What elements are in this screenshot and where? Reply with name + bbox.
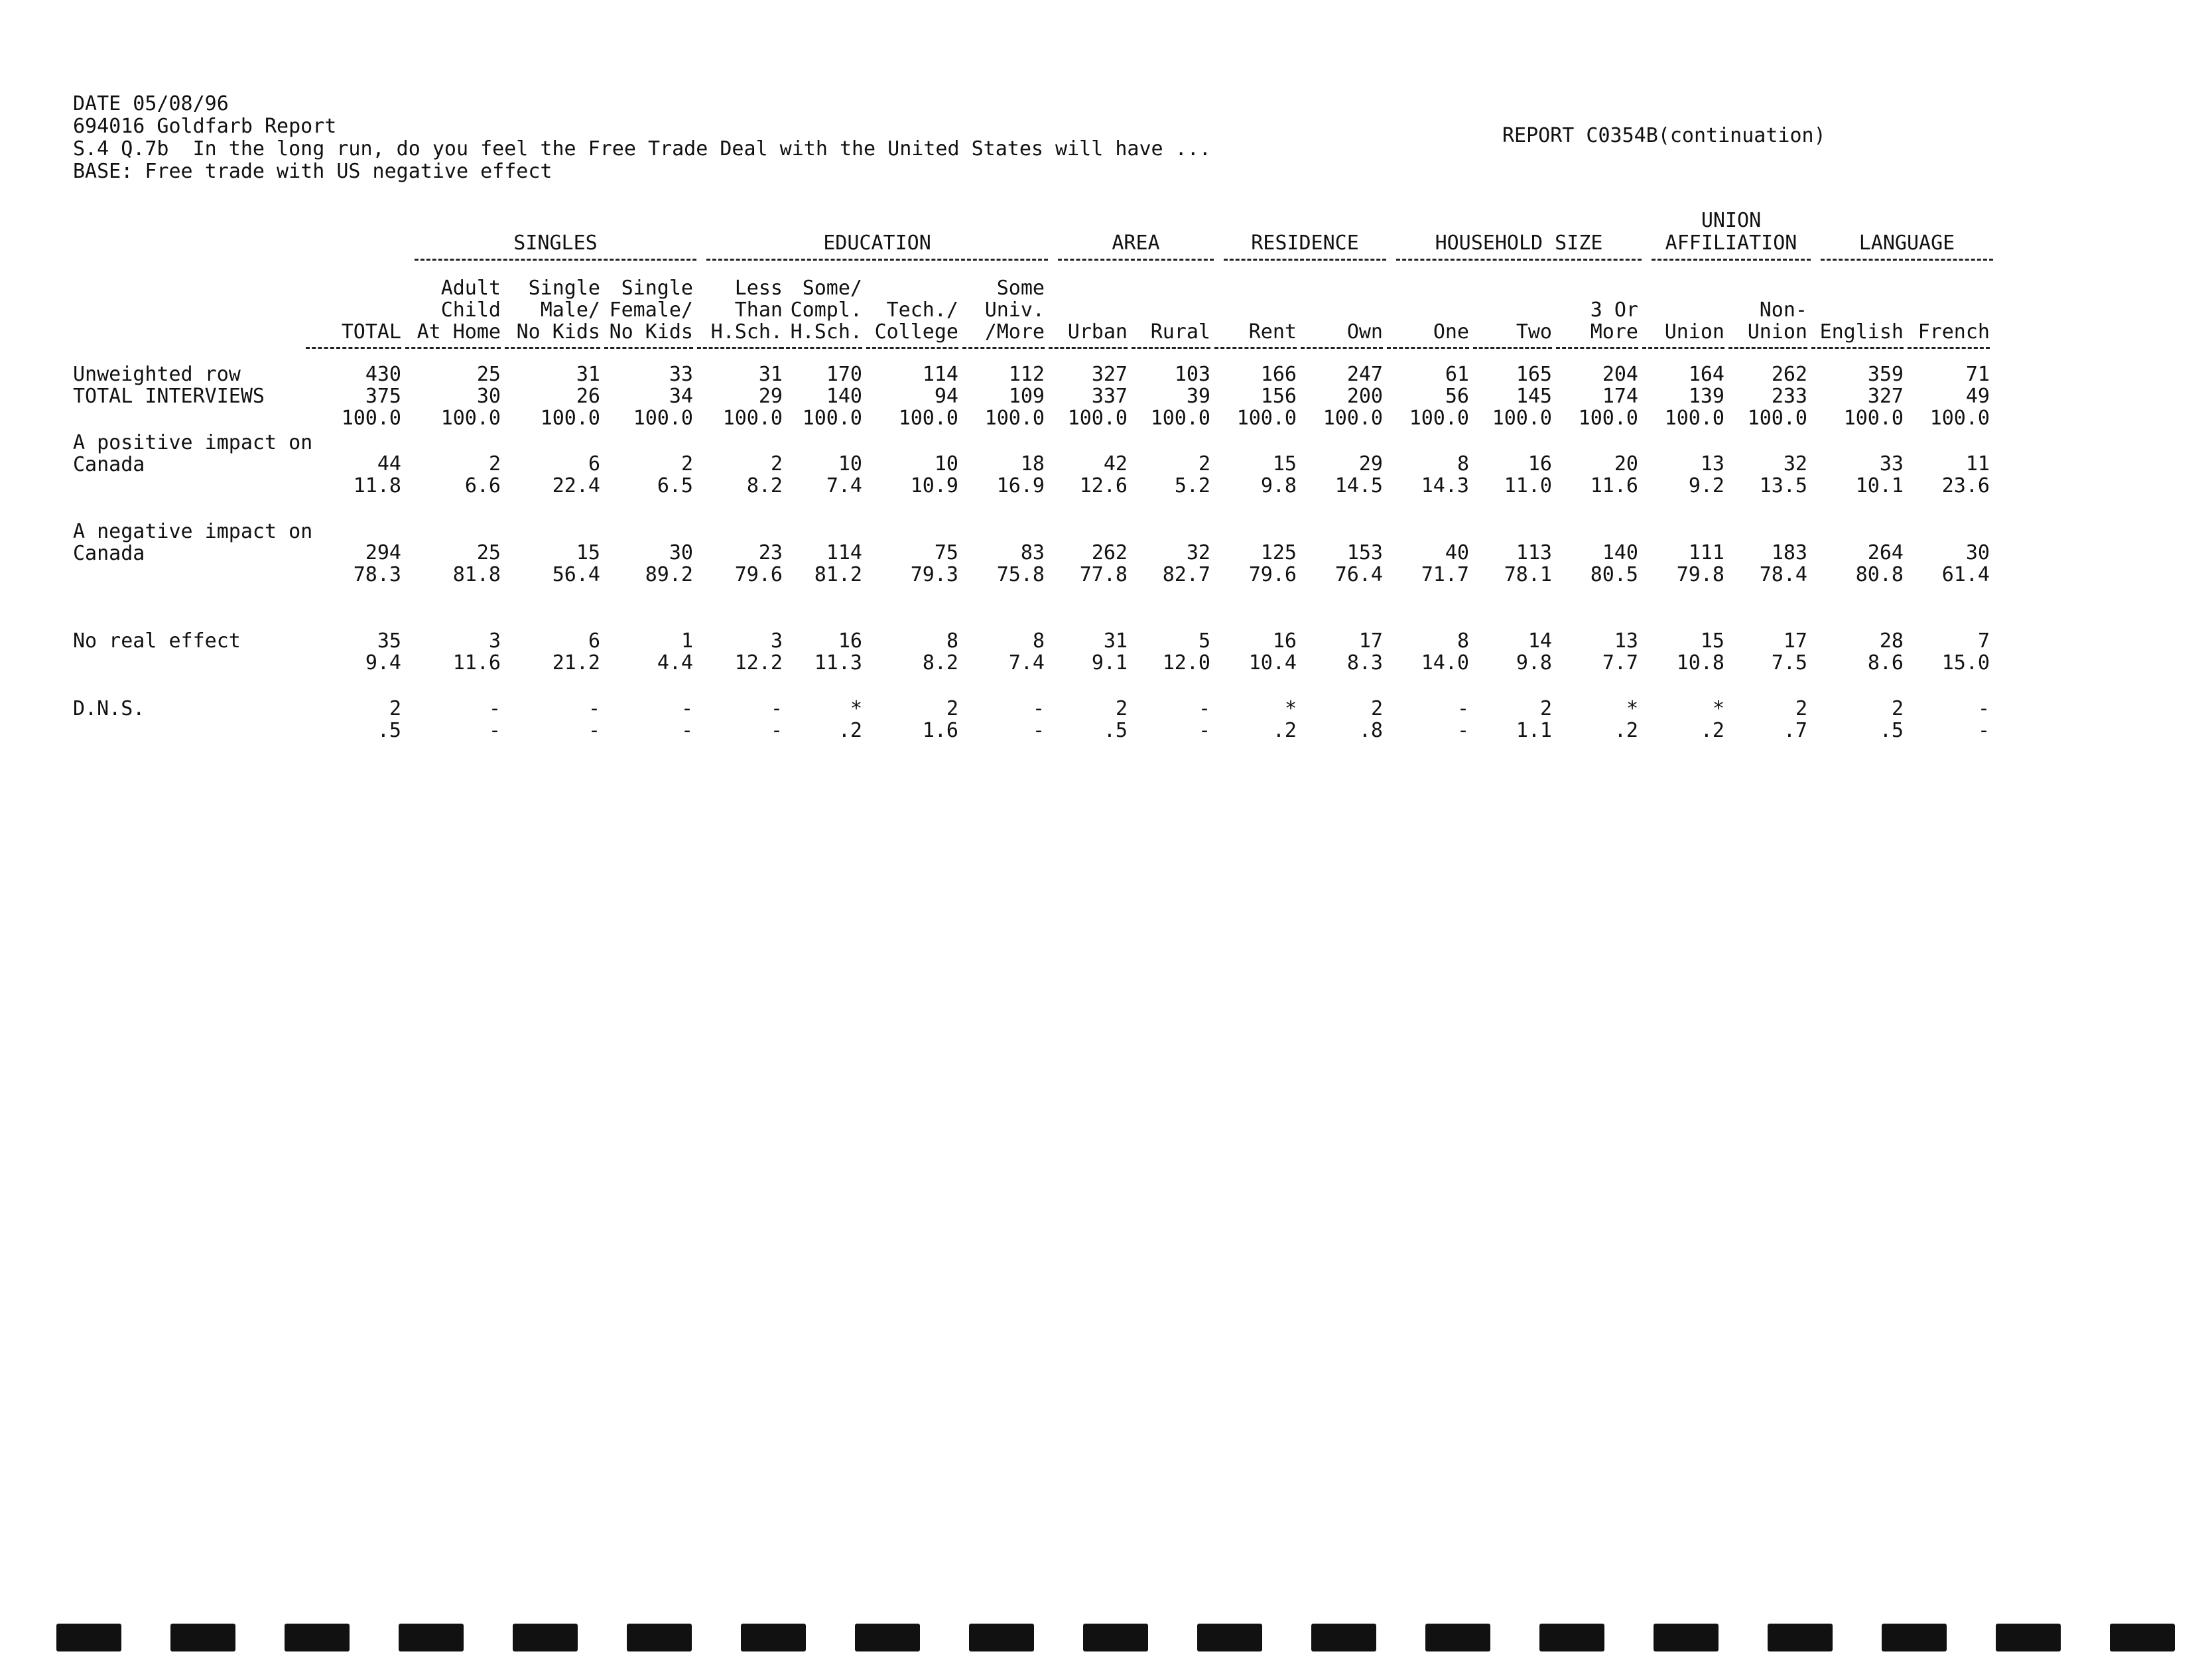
- column-underline: [505, 347, 600, 349]
- table-cell: 28 8.6: [1867, 629, 1904, 675]
- feed-hole: [969, 1624, 1034, 1651]
- table-cell: 262 233 100.0: [1747, 363, 1807, 430]
- table-cell: 111 79.8: [1676, 541, 1724, 586]
- column-label: One: [1433, 320, 1469, 344]
- column-header: [302, 321, 401, 349]
- table-cell: 2 6.6: [464, 452, 501, 497]
- table-cell: 35 9.4: [365, 629, 401, 675]
- table-cell: 16 10.4: [1248, 629, 1297, 675]
- column-label: Some/ Compl. H.Sch.: [790, 277, 862, 344]
- table-cell: 294 78.3: [353, 541, 401, 586]
- table-cell: 204 174 100.0: [1578, 363, 1638, 430]
- table-cell: 15 10.8: [1676, 629, 1724, 675]
- group-rule: [1821, 259, 1993, 261]
- column-underline: [1908, 347, 1990, 349]
- group-label: HOUSEHOLD SIZE: [1435, 231, 1603, 255]
- row-label: Unweighted row TOTAL INTERVIEWS: [73, 363, 265, 408]
- table-cell: 32 13.5: [1759, 452, 1807, 497]
- table-cell: 2 6.5: [657, 452, 693, 497]
- column-underline: [1049, 347, 1128, 349]
- column-underline: [306, 347, 401, 349]
- column-header: [1383, 321, 1469, 349]
- column-header: [600, 277, 693, 349]
- table-cell: 44 11.8: [353, 452, 401, 497]
- group-label: AREA: [1112, 231, 1160, 255]
- column-label: French: [1917, 320, 1990, 344]
- group-rule: [1058, 259, 1214, 261]
- table-cell: 113 78.1: [1504, 541, 1552, 586]
- table-cell: 164 139 100.0: [1664, 363, 1724, 430]
- feed-hole: [1083, 1624, 1148, 1651]
- feed-hole: [855, 1624, 920, 1651]
- column-header: [1638, 321, 1724, 349]
- column-underline: [1387, 347, 1469, 349]
- column-header: [1210, 321, 1297, 349]
- column-underline: [1473, 347, 1552, 349]
- group-header: [706, 232, 1048, 261]
- report-title: 694016 Goldfarb Report: [73, 115, 337, 138]
- column-label: Single Male/ No Kids: [516, 277, 600, 344]
- table-cell: 18 16.9: [996, 452, 1045, 497]
- column-underline: [1728, 347, 1807, 349]
- table-cell: 2 .8: [1358, 697, 1383, 742]
- table-cell: - -: [588, 697, 600, 742]
- table-cell: 3 12.2: [734, 629, 783, 675]
- row-label: A negative impact on Canada: [73, 520, 313, 565]
- column-underline: [1132, 347, 1210, 349]
- table-cell: 32 82.7: [1162, 541, 1210, 586]
- column-header: [1045, 321, 1128, 349]
- column-underline: [962, 347, 1045, 349]
- feed-hole: [1996, 1624, 2061, 1651]
- column-label: Two: [1516, 320, 1552, 344]
- feed-hole: [1197, 1624, 1262, 1651]
- group-rule: [1224, 259, 1386, 261]
- group-rule: [415, 259, 696, 261]
- table-cell: 29 14.5: [1334, 452, 1383, 497]
- column-header: [958, 277, 1045, 349]
- table-cell: - -: [1198, 697, 1210, 742]
- group-header: [1396, 232, 1642, 261]
- column-underline: [1301, 347, 1383, 349]
- table-cell: 10 7.4: [826, 452, 862, 497]
- column-label: Rural: [1150, 320, 1210, 344]
- feed-hole: [170, 1624, 235, 1651]
- column-label: Urban: [1067, 320, 1128, 344]
- table-cell: 10 10.9: [910, 452, 958, 497]
- group-header: [1224, 232, 1386, 261]
- table-cell: 31 29 100.0: [722, 363, 783, 430]
- column-underline: [604, 347, 693, 349]
- column-underline: [780, 347, 862, 349]
- table-cell: 16 11.3: [814, 629, 862, 675]
- table-cell: 3 11.6: [452, 629, 501, 675]
- column-label: Some Univ. /More: [984, 277, 1045, 344]
- table-cell: 247 200 100.0: [1323, 363, 1383, 430]
- table-cell: 42 12.6: [1079, 452, 1128, 497]
- feed-hole: [1311, 1624, 1376, 1651]
- tractor-feed-holes: [0, 1624, 2208, 1653]
- table-cell: 11 23.6: [1941, 452, 1990, 497]
- table-cell: - -: [770, 697, 783, 742]
- report-id: REPORT C0354B(continuation): [1502, 124, 1826, 147]
- group-rule: [1652, 259, 1811, 261]
- table-cell: 14 9.8: [1516, 629, 1552, 675]
- group-rule: [706, 259, 1048, 261]
- table-cell: - -: [1457, 697, 1469, 742]
- table-cell: 359 327 100.0: [1843, 363, 1904, 430]
- feed-hole: [1425, 1624, 1490, 1651]
- column-header: [1724, 299, 1807, 349]
- column-label: Tech./ College: [874, 298, 958, 344]
- table-cell: 264 80.8: [1855, 541, 1904, 586]
- table-cell: 2 .5: [377, 697, 401, 742]
- report-date: DATE 05/08/96: [73, 92, 229, 115]
- table-cell: 17 8.3: [1346, 629, 1383, 675]
- table-cell: - -: [1977, 697, 1990, 742]
- column-header: [776, 277, 862, 349]
- table-cell: * .2: [838, 697, 862, 742]
- question-text: S.4 Q.7b In the long run, do you feel the Free Trade Deal with the United States will have ...: [73, 137, 1211, 161]
- table-cell: 13 7.7: [1602, 629, 1638, 675]
- table-cell: 20 11.6: [1590, 452, 1638, 497]
- table-cell: 2 1.6: [922, 697, 958, 742]
- column-header: [1128, 321, 1210, 349]
- group-label: LANGUAGE: [1858, 231, 1955, 255]
- column-label: Union: [1664, 320, 1724, 344]
- table-cell: 15 56.4: [552, 541, 600, 586]
- table-cell: 5 12.0: [1162, 629, 1210, 675]
- column-header: [862, 299, 958, 349]
- column-label: Less Than H.Sch.: [710, 277, 783, 344]
- column-label: Non- Union: [1747, 298, 1807, 344]
- table-cell: 6 21.2: [552, 629, 600, 675]
- row-label: D.N.S.: [73, 697, 145, 720]
- table-cell: 25 81.8: [452, 541, 501, 586]
- table-cell: * .2: [1700, 697, 1724, 742]
- table-cell: 153 76.4: [1334, 541, 1383, 586]
- table-cell: 7 15.0: [1941, 629, 1990, 675]
- feed-hole: [1654, 1624, 1719, 1651]
- table-cell: 6 22.4: [552, 452, 600, 497]
- table-cell: 40 71.7: [1421, 541, 1469, 586]
- column-label: Single Female/ No Kids: [609, 277, 693, 344]
- table-cell: - -: [1032, 697, 1045, 742]
- table-cell: 2 .7: [1783, 697, 1807, 742]
- table-cell: 8 7.4: [1008, 629, 1045, 675]
- table-cell: 61 56 100.0: [1409, 363, 1469, 430]
- feed-hole: [513, 1624, 578, 1651]
- table-cell: - -: [681, 697, 693, 742]
- table-cell: 13 9.2: [1688, 452, 1724, 497]
- feed-hole: [1539, 1624, 1604, 1651]
- feed-hole: [1882, 1624, 1947, 1651]
- column-label: English: [1819, 320, 1904, 344]
- table-cell: 71 49 100.0: [1929, 363, 1990, 430]
- column-underline: [697, 347, 783, 349]
- column-header: [1469, 321, 1552, 349]
- column-label: 3 Or More: [1590, 298, 1638, 344]
- table-cell: 23 79.6: [734, 541, 783, 586]
- table-cell: 103 39 100.0: [1150, 363, 1210, 430]
- table-cell: 114 81.2: [814, 541, 862, 586]
- table-cell: 30 89.2: [645, 541, 693, 586]
- feed-hole: [741, 1624, 806, 1651]
- column-header: [501, 277, 600, 349]
- table-cell: * .2: [1272, 697, 1297, 742]
- column-underline: [1642, 347, 1724, 349]
- table-cell: 165 145 100.0: [1492, 363, 1552, 430]
- table-cell: 30 61.4: [1941, 541, 1990, 586]
- group-header: [415, 232, 696, 261]
- table-cell: 83 75.8: [996, 541, 1045, 586]
- table-cell: 75 79.3: [910, 541, 958, 586]
- group-label: EDUCATION: [823, 231, 931, 255]
- table-cell: 183 78.4: [1759, 541, 1807, 586]
- group-label: RESIDENCE: [1251, 231, 1359, 255]
- column-label: Rent: [1248, 320, 1297, 344]
- column-header: [401, 277, 501, 349]
- table-cell: 1 4.4: [657, 629, 693, 675]
- table-cell: 17 7.5: [1771, 629, 1807, 675]
- column-header: [1904, 321, 1990, 349]
- table-cell: 2 .5: [1103, 697, 1128, 742]
- group-label: UNION AFFILIATION: [1665, 209, 1797, 255]
- group-label: SINGLES: [513, 231, 598, 255]
- table-cell: 31 26 100.0: [540, 363, 600, 430]
- table-cell: 112 109 100.0: [984, 363, 1045, 430]
- table-cell: 125 79.6: [1248, 541, 1297, 586]
- table-cell: 114 94 100.0: [898, 363, 958, 430]
- table-cell: 2 5.2: [1174, 452, 1210, 497]
- table-cell: * .2: [1614, 697, 1638, 742]
- row-label: No real effect: [73, 629, 241, 653]
- column-label: Adult Child At Home: [417, 277, 501, 344]
- table-cell: 8 8.2: [922, 629, 958, 675]
- table-cell: 2 .5: [1879, 697, 1904, 742]
- table-cell: 15 9.8: [1260, 452, 1297, 497]
- table-cell: 262 77.8: [1079, 541, 1128, 586]
- group-header: [1058, 232, 1214, 261]
- table-cell: - -: [488, 697, 501, 742]
- column-underline: [1811, 347, 1904, 349]
- table-cell: 31 9.1: [1091, 629, 1128, 675]
- group-header: [1652, 210, 1811, 261]
- table-cell: 2 8.2: [746, 452, 783, 497]
- column-underline: [405, 347, 501, 349]
- table-cell: 2 1.1: [1516, 697, 1552, 742]
- column-header: [1807, 321, 1904, 349]
- feed-hole: [2110, 1624, 2175, 1651]
- feed-hole: [1768, 1624, 1833, 1651]
- group-rule: [1396, 259, 1642, 261]
- column-header: [693, 277, 783, 349]
- table-cell: 8 14.3: [1421, 452, 1469, 497]
- row-label: A positive impact on Canada: [73, 431, 313, 476]
- table-cell: 33 10.1: [1855, 452, 1904, 497]
- column-header: [1552, 299, 1638, 349]
- feed-hole: [56, 1624, 121, 1651]
- table-cell: 33 34 100.0: [633, 363, 693, 430]
- table-cell: 25 30 100.0: [440, 363, 501, 430]
- feed-hole: [399, 1624, 464, 1651]
- group-header: [1821, 232, 1993, 261]
- table-cell: 327 337 100.0: [1067, 363, 1128, 430]
- feed-hole: [627, 1624, 692, 1651]
- table-cell: 8 14.0: [1421, 629, 1469, 675]
- column-underline: [1556, 347, 1638, 349]
- table-cell: 16 11.0: [1504, 452, 1552, 497]
- table-cell: 430 375 100.0: [341, 363, 401, 430]
- table-cell: 166 156 100.0: [1236, 363, 1297, 430]
- feed-hole: [285, 1624, 350, 1651]
- report-header: [73, 93, 1211, 183]
- table-cell: 170 140 100.0: [802, 363, 862, 430]
- table-cell: 140 80.5: [1590, 541, 1638, 586]
- column-header: [1297, 321, 1383, 349]
- column-label: TOTAL: [341, 320, 401, 344]
- column-underline: [866, 347, 958, 349]
- column-label: Own: [1346, 320, 1383, 344]
- base-text: BASE: Free trade with US negative effect: [73, 160, 552, 183]
- column-underline: [1214, 347, 1297, 349]
